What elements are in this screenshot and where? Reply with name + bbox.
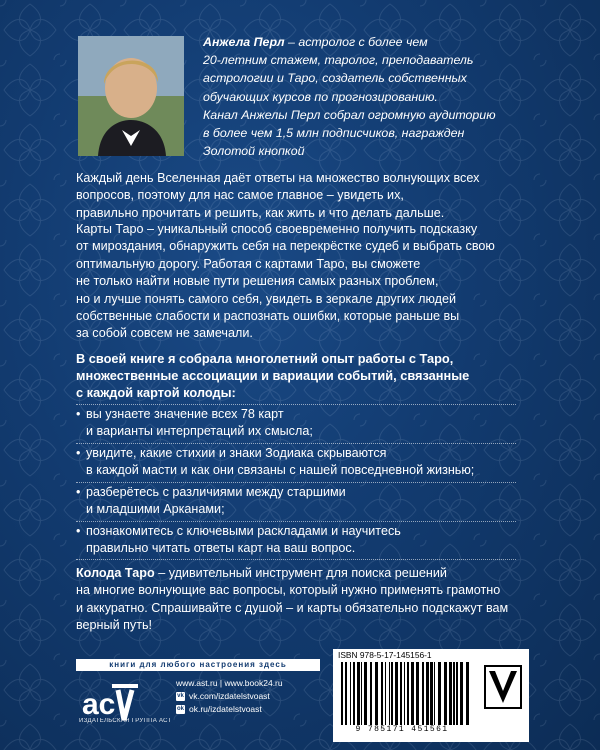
ok-icon: ok bbox=[176, 706, 184, 712]
barcode-stripe bbox=[353, 662, 355, 725]
barcode-stripe bbox=[466, 662, 469, 725]
bullet-item: • вы узнаете значение всех 78 карт и варианты интерпретаций их смысла; bbox=[76, 407, 313, 439]
barcode-stripe bbox=[434, 662, 435, 725]
barcode-stripe bbox=[430, 662, 433, 725]
barcode-stripe bbox=[444, 662, 447, 725]
isbn-text: ISBN 978-5-17-145156-1 bbox=[338, 650, 432, 660]
barcode-stripe bbox=[460, 662, 463, 725]
barcode-stripe bbox=[422, 662, 424, 725]
barcode-stripe bbox=[416, 662, 419, 725]
dotted-divider bbox=[76, 443, 516, 444]
tagline-banner: книги для любого настроения здесь bbox=[76, 659, 320, 671]
barcode-stripe bbox=[381, 662, 383, 725]
barcode-stripe bbox=[456, 662, 458, 725]
bullet-item: • увидите, какие стихии и знаки Зодиака скрываются в каждой масти и как они связаны с нашей повседневной жизнью; bbox=[76, 446, 475, 478]
barcode-stripe bbox=[449, 662, 452, 725]
dotted-divider bbox=[76, 559, 516, 560]
barcode-stripe bbox=[345, 662, 347, 725]
barcode-stripe bbox=[453, 662, 455, 725]
barcode-stripe bbox=[389, 662, 390, 725]
age-rating-badge bbox=[484, 665, 522, 709]
barcode-stripe bbox=[364, 662, 367, 725]
publisher-name: ИЗДАТЕЛЬСКАЯ ГРУППА АСТ bbox=[79, 718, 172, 724]
dotted-divider bbox=[76, 404, 516, 405]
barcode-stripe bbox=[395, 662, 398, 725]
barcode-stripe bbox=[385, 662, 386, 725]
author-bio: Анжела Перл – астролог с более чем 20-летним стажем, таролог, преподаватель астрологии и Таро, создатель собственных обучающих курсов по прогнозированию. Канал Анжелы Перл собрал огромную аудиторию в более чем 1,5 млн подписчиков, награжден Золотой кнопкой bbox=[203, 35, 496, 159]
barcode-digits: 9 785171 451561 bbox=[355, 725, 449, 734]
publisher-links bbox=[176, 677, 283, 716]
dotted-divider bbox=[76, 521, 516, 522]
bullet-dot-icon: • bbox=[76, 524, 81, 538]
book-summary-heading: В своей книге я собрала многолетний опыт работы с Таро, множественные ассоциации и вариации событий, связанные с каждой картой колоды: bbox=[76, 351, 470, 401]
ast-logo-text: ac bbox=[82, 688, 116, 721]
barcode-stripe bbox=[391, 662, 393, 725]
tarot-paragraph: Карты Таро – уникальный способ своевременно получить подсказку от мироздания, обнаружить себя на перекрёстке судеб и выбрать свою оптимальную дорогу. Работая с картами Таро, вы сможете не только найти новые пути решения самых разных проблем, но и лучше понять самого себя, увидеть в зеркале других людей собственные слабости и распознать ошибки, которые раньше вы за собой совсем не замечали. bbox=[76, 222, 495, 341]
author-photo bbox=[78, 36, 184, 156]
barcode-stripe bbox=[411, 662, 414, 725]
barcode-stripe bbox=[361, 662, 362, 725]
vk-icon: vk bbox=[177, 693, 184, 699]
bullet-dot-icon: • bbox=[76, 485, 81, 499]
barcode-stripe bbox=[357, 662, 360, 725]
vk-link[interactable]: vk.com/izdatelstvoast bbox=[189, 691, 270, 701]
bullet-item: • разберётесь с различиями между старшими и младшими Арканами; bbox=[76, 485, 346, 517]
barcode-stripe bbox=[404, 662, 405, 725]
barcode-stripe bbox=[375, 662, 378, 725]
barcode-stripe bbox=[426, 662, 429, 725]
isbn-barcode-block bbox=[333, 649, 529, 742]
bullet-dot-icon: • bbox=[76, 407, 81, 421]
bullet-dot-icon: • bbox=[76, 446, 81, 460]
intro-paragraph: Каждый день Вселенная даёт ответы на множество волнующих всех вопросов, поэтому для нас самое главное – увидеть их, правильно прочитать и решить, как жить и что делать дальше. bbox=[76, 171, 480, 220]
barcode-stripe bbox=[407, 662, 409, 725]
author-name: Анжела Перл bbox=[203, 35, 285, 49]
sites-link[interactable]: www.ast.ru | www.book24.ru bbox=[176, 678, 283, 688]
bullet-item: • познакомитесь с ключевыми раскладами и научитесь правильно читать ответы карт на ваш вопрос. bbox=[76, 524, 401, 556]
ok-link[interactable]: ok.ru/izdatelstvoast bbox=[189, 704, 262, 714]
barcode-stripe bbox=[438, 662, 441, 725]
closing-paragraph: Колода Таро – удивительный инструмент для поиска решений на многие волнующие вас вопросы, который нужно применять грамотно и аккуратно. Спрашивайте с душой – и карты обязательно подскажут вам верный путь! bbox=[76, 566, 509, 633]
barcode-stripe bbox=[400, 662, 402, 725]
dotted-divider bbox=[76, 482, 516, 483]
barcode-stripe bbox=[341, 662, 343, 725]
barcode bbox=[339, 662, 469, 725]
barcode-stripe bbox=[370, 662, 372, 725]
barcode-stripe bbox=[350, 662, 351, 725]
